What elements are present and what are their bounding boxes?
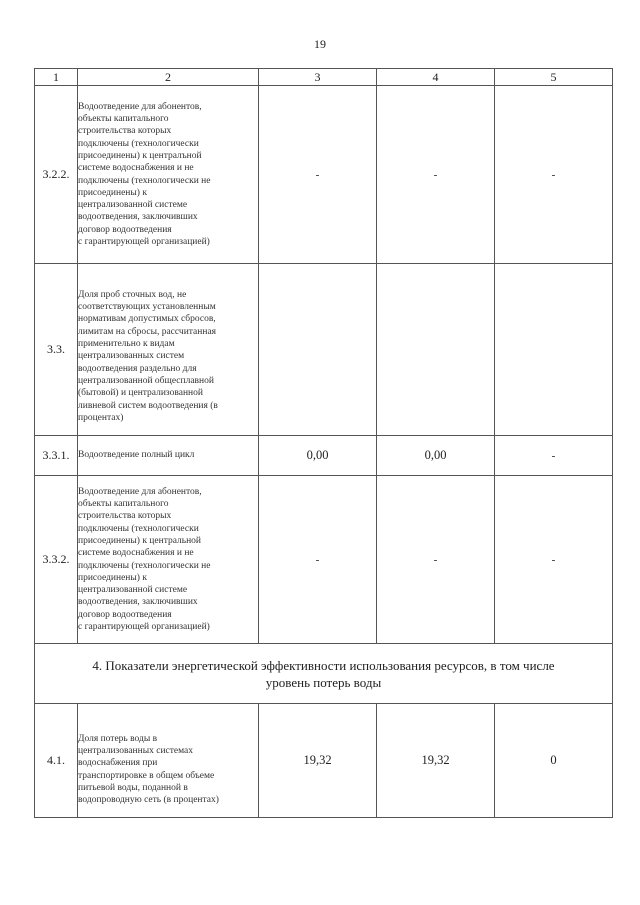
- row-description: [78, 436, 259, 476]
- table-row-3-3-2: [35, 476, 613, 644]
- description-line: централизованной системе: [78, 585, 188, 596]
- row-value-col4: -: [377, 476, 495, 644]
- description-line: присоединены) к центральной: [78, 535, 201, 546]
- header-row: [35, 69, 613, 86]
- table-row-4-1: [35, 704, 613, 818]
- description-line: присоединены) к: [78, 572, 147, 583]
- description-line: подключены (технологически: [78, 138, 199, 149]
- description-line: договор водоотведения: [78, 609, 172, 620]
- section-4-heading-row: [35, 644, 613, 704]
- header-col-3: 3: [259, 69, 377, 86]
- row-description: [78, 476, 259, 644]
- row-value-col4: [377, 264, 495, 436]
- description-line: Водоотведение полный цикл: [78, 450, 195, 461]
- indicators-table: [34, 68, 613, 818]
- row-value-col4: 19,32: [377, 704, 495, 818]
- description-line: подключены (технологически: [78, 523, 199, 534]
- description-line: объекты капитального: [78, 499, 169, 510]
- description-line: Водоотведение для абонентов,: [78, 486, 202, 497]
- description-line: централизованных систем: [78, 351, 185, 362]
- row-value-col3: 0,00: [259, 436, 377, 476]
- description-line: централизованной общесплавной: [78, 375, 214, 386]
- header-col-1: 1: [35, 69, 78, 86]
- row-value-col5: -: [495, 476, 613, 644]
- row-value-col3: -: [259, 476, 377, 644]
- row-value-col3: -: [259, 86, 377, 264]
- description-line: транспортировке в общем объеме: [78, 770, 215, 781]
- description-line: системе водоснабжения и не: [78, 163, 194, 174]
- description-line: с гарантирующей организацией): [78, 621, 210, 632]
- page-number: 19: [314, 37, 326, 51]
- description-line: применительно к видам: [78, 339, 175, 350]
- description-line: водоотведения раздельно для: [78, 363, 197, 374]
- row-value-col5: -: [495, 86, 613, 264]
- description-line: (бытовой) и централизованной: [78, 388, 203, 399]
- row-description: [78, 704, 259, 818]
- description-line: строительства которых: [78, 511, 172, 522]
- description-line: Доля потерь воды в: [78, 733, 158, 744]
- description-line: с гарантирующей организацией): [78, 236, 210, 247]
- description-line: Водоотведение для абонентов,: [78, 101, 202, 112]
- description-line: присоединены) к централъной: [78, 150, 202, 161]
- row-number: 3.2.2.: [35, 86, 78, 264]
- section-4-heading-line-1: 4. Показатели энергетической эффективности использования ресурсов, в том числе: [92, 657, 555, 673]
- row-description: [78, 264, 259, 436]
- section-4-heading-line-2: уровень потерь воды: [265, 674, 382, 690]
- header-col-2: 2: [78, 69, 259, 86]
- row-number: 4.1.: [35, 704, 78, 818]
- table-row-3-3-1: [35, 436, 613, 476]
- row-value-col3: [259, 264, 377, 436]
- row-value-col3: 19,32: [259, 704, 377, 818]
- description-line: лимитам на сбросы, рассчитанная: [78, 326, 217, 337]
- description-line: объекты капитального: [78, 114, 169, 125]
- table-row-3-3: [35, 264, 613, 436]
- header-col-5: 5: [495, 69, 613, 86]
- description-line: системе водоснабжения и не: [78, 548, 194, 559]
- description-line: присоединены) к: [78, 187, 147, 198]
- description-line: подключены (технологически не: [78, 560, 211, 571]
- description-line: Доля проб сточных вод, не: [78, 289, 187, 300]
- description-line: нормативам допустимых сбросов,: [78, 314, 216, 325]
- description-line: централизованных системах: [78, 745, 194, 756]
- description-line: водоотведения, заключивших: [78, 597, 198, 608]
- description-line: процентах): [78, 412, 124, 423]
- table-row-3-2-2: [35, 86, 613, 264]
- description-line: подключены (технологически не: [78, 175, 211, 186]
- description-line: водоотведения, заключивших: [78, 212, 198, 223]
- row-number: 3.3.2.: [35, 476, 78, 644]
- row-value-col5: -: [495, 436, 613, 476]
- description-line: соответствующих установленным: [78, 302, 216, 313]
- description-line: централизованной системе: [78, 200, 188, 211]
- description-line: водопроводную сеть (в процентах): [78, 795, 219, 806]
- description-line: питьевой воды, поданной в: [78, 782, 188, 793]
- description-line: ливневой систем водоотведения (в: [78, 400, 218, 411]
- row-value-col4: 0,00: [377, 436, 495, 476]
- row-value-col5: [495, 264, 613, 436]
- row-value-col4: -: [377, 86, 495, 264]
- description-line: строительства которых: [78, 126, 172, 137]
- row-description: [78, 86, 259, 264]
- section-4-heading: [35, 644, 613, 704]
- description-line: водоснабжения при: [78, 758, 158, 769]
- row-number: 3.3.1.: [35, 436, 78, 476]
- header-col-4: 4: [377, 69, 495, 86]
- row-value-col5: 0: [495, 704, 613, 818]
- description-line: договор водоотведения: [78, 224, 172, 235]
- row-number: 3.3.: [35, 264, 78, 436]
